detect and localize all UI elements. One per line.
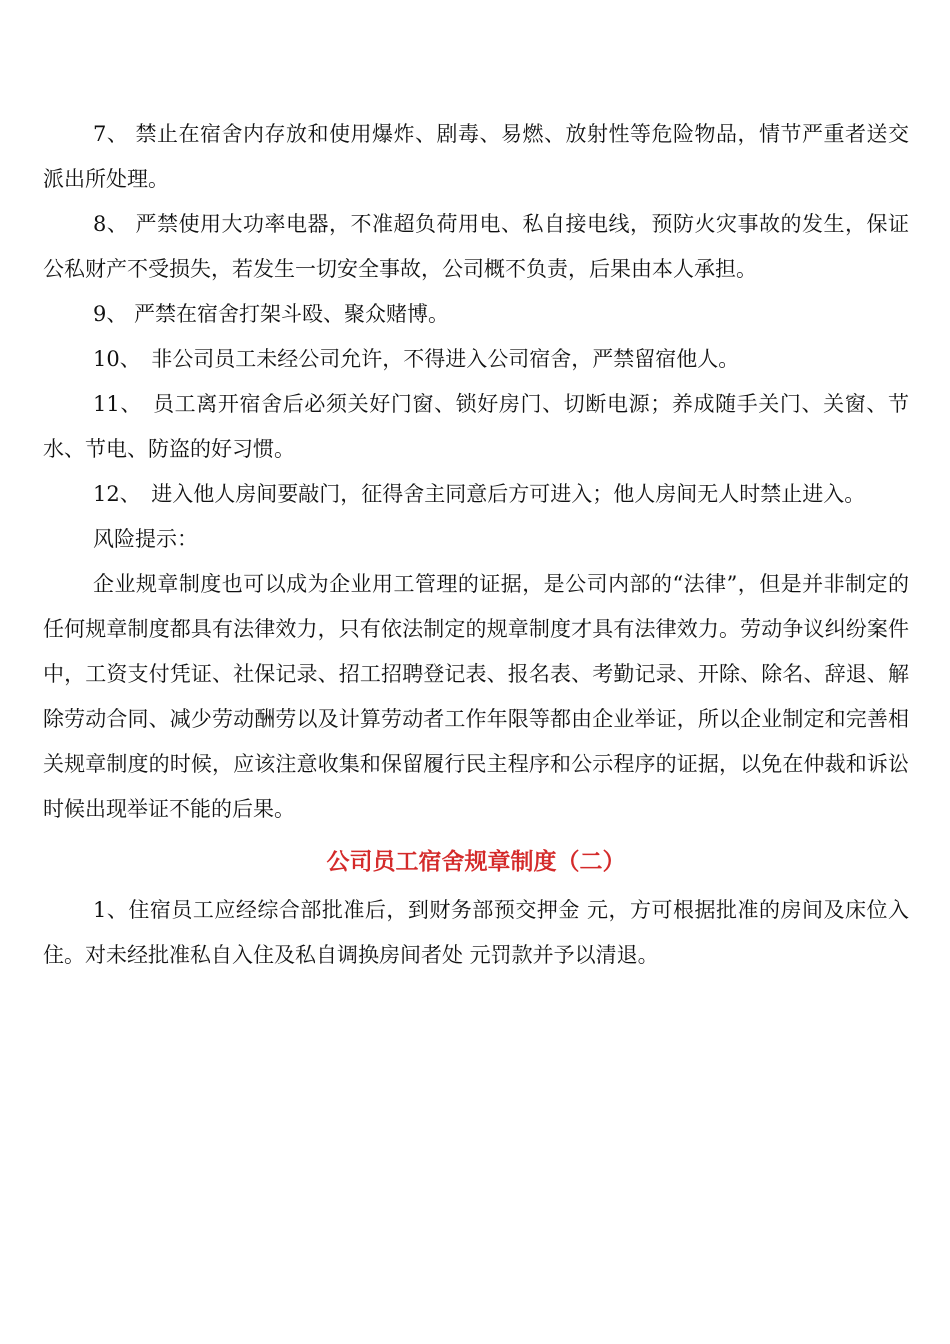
document-page [43,112,909,978]
rule-11-paragraph: 11、 员工离开宿舍后必须关好门窗、锁好房门、切断电源；养成随手关门、关窗、节水、节电、防盗的好习惯。 [43,392,909,461]
risk-notice-label: 风险提示： [93,527,198,551]
section-title: 公司员工宿舍规章制度（二） [326,848,626,875]
rule-7-paragraph: 7、 禁止在宿舍内存放和使用爆炸、剧毒、易燃、放射性等危险物品，情节严重者送交派出所处理。 [43,122,909,191]
rule-9-paragraph: 9、 严禁在宿舍打架斗殴、聚众赌博。 [93,302,450,326]
section-2-rule-1-paragraph: 1、住宿员工应经综合部批准后，到财务部预交押金 元，方可根据批准的房间及床位入住。对未经批准私自入住及私自调换房间者处 元罚款并予以清退。 [43,898,909,967]
rule-12-paragraph: 12、 进入他人房间要敲门，征得舍主同意后方可进入；他人房间无人时禁止进入。 [93,482,866,506]
rule-8-paragraph: 8、 严禁使用大功率电器，不准超负荷用电、私自接电线，预防火灾事故的发生，保证公私财产不受损失，若发生一切安全事故，公司概不负责，后果由本人承担。 [43,212,909,281]
risk-notice-paragraph: 企业规章制度也可以成为企业用工管理的证据，是公司内部的“法律”，但是并非制定的任何规章制度都具有法律效力，只有依法制定的规章制度才具有法律效力。劳动争议纠纷案件中，工资支付凭证、社保记录、招工招聘登记表、报名表、考勤记录、开除、除名、辞退、解除劳动合同、减少劳动酬劳以及计算劳动者工作年限等都由企业举证，所以企业制定和完善相关规章制度的时候，应该注意收集和保留履行民主程序和公示程序的证据，以免在仲裁和诉讼时候出现举证不能的后果。 [43,572,909,821]
rule-10-paragraph: 10、 非公司员工未经公司允许，不得进入公司宿舍，严禁留宿他人。 [93,347,740,371]
